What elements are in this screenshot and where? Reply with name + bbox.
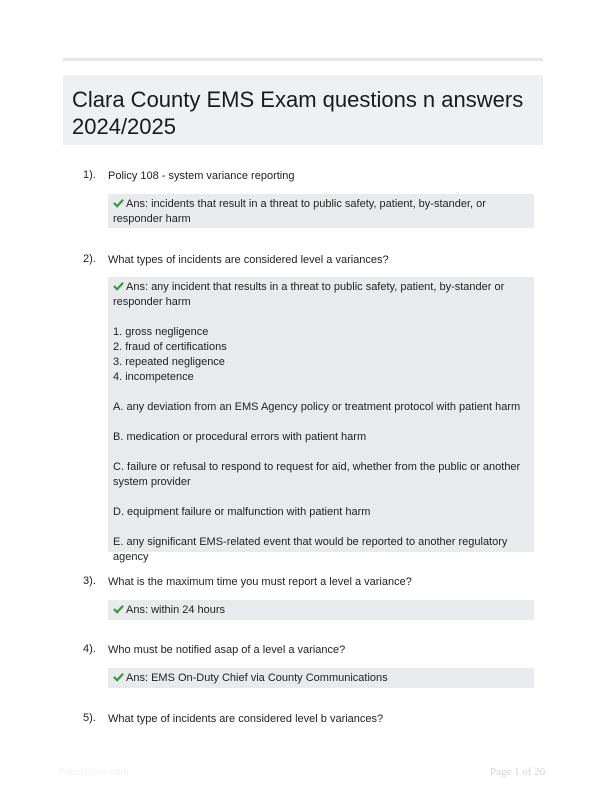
answer-box [108, 600, 534, 620]
list-item: 3. repeated negligence [113, 356, 225, 368]
answer-text: Ans: within 24 hours [126, 604, 226, 616]
question-number: 4). [83, 643, 96, 655]
question-number: 2). [83, 253, 96, 265]
question-text: Policy 108 - system variance reporting [108, 170, 295, 182]
lettered-item: A. any deviation from an EMS Agency policy or treatment protocol with patient harm [113, 401, 521, 413]
lettered-item: E. any significant EMS-related event that would be reported to another regulatory agency [113, 536, 508, 563]
top-divider [63, 58, 543, 61]
answer-text: Ans: EMS On-Duty Chief via County Communications [126, 672, 388, 684]
check-icon [113, 281, 124, 291]
page-title: Clara County EMS Exam questions n answers 2024/2025 [72, 87, 524, 139]
question-text: What is the maximum time you must report a level a variance? [108, 576, 412, 588]
answer-text: Ans: incidents that result in a threat to public safety, patient, by-stander, or responder harm [113, 198, 486, 225]
question-number: 5). [83, 712, 96, 724]
list-item: 2. fraud of certifications [113, 341, 227, 353]
check-icon [113, 672, 124, 682]
question-text: Who must be notified asap of a level a variance? [108, 644, 346, 656]
check-icon [113, 604, 124, 614]
footer-watermark: PaperBible.com [58, 767, 129, 778]
lettered-item: D. equipment failure or malfunction with patient harm [113, 506, 371, 518]
answer-box [108, 668, 534, 688]
answer-box [108, 277, 534, 563]
check-icon [113, 198, 124, 208]
page-number: Page 1 of 20 [490, 766, 546, 778]
answer-box [108, 194, 534, 228]
question-text: What type of incidents are considered level b variances? [108, 713, 384, 725]
title-banner [63, 75, 543, 145]
lettered-item: C. failure or refusal to respond to request for aid, whether from the public or another system provider [113, 461, 521, 488]
answer-text: Ans: any incident that results in a threat to public safety, patient, by-stander or responder harm [113, 281, 505, 308]
question-number: 1). [83, 169, 96, 181]
list-item: 1. gross negligence [113, 326, 209, 338]
list-item: 4. incompetence [113, 371, 194, 383]
question-number: 3). [83, 575, 96, 587]
lettered-item: B. medication or procedural errors with patient harm [113, 431, 367, 443]
question-text: What types of incidents are considered level a variances? [108, 254, 389, 266]
